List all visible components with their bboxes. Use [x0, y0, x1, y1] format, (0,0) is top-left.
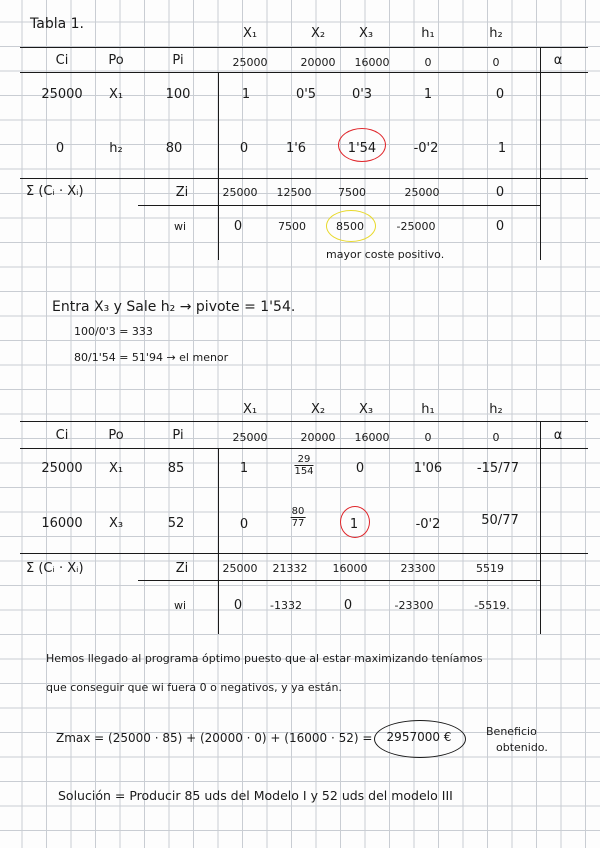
t2-r1-base: X₁: [108, 461, 124, 476]
t1-label-pi: Pi: [172, 53, 184, 68]
t1-r2-x3: 1'54: [347, 141, 377, 156]
t2-vline-left: [218, 448, 219, 634]
t1-zi-h1: 25000: [404, 186, 440, 199]
t1-r1-base: X₁: [108, 87, 124, 102]
t2-r1-x2-num: 29: [294, 454, 313, 466]
t1-r1-h2: 0: [495, 87, 505, 102]
t2-header-x2: X₂: [310, 402, 326, 417]
t2-r1-x2-fraction: [294, 454, 313, 477]
benefit-label-1: Beneficio: [486, 725, 537, 738]
t2-label-ci: Ci: [55, 428, 69, 443]
t1-wi-h2: 0: [495, 219, 505, 234]
t1-sum-label: Σ (Cᵢ · Xᵢ): [26, 184, 84, 199]
t1-header-h1: h₁: [421, 26, 435, 41]
t1-top-line: [20, 47, 588, 48]
t1-r1-x3: 0'3: [351, 87, 373, 102]
t2-r1-h1: 1'06: [413, 461, 443, 476]
pivot-line2: 100/0'3 = 333: [74, 325, 153, 338]
t1-r2-h2: 1: [497, 141, 507, 156]
t2-r2-x2-den: 77: [291, 518, 305, 529]
t1-header-x2: X₂: [310, 26, 326, 41]
t2-wi-label: wi: [173, 599, 187, 612]
conclusion-line2: que conseguir que wi fuera 0 o negativos, y ya están.: [46, 681, 342, 694]
t1-label-po: Po: [108, 53, 124, 68]
t1-header-x1: X₁: [242, 26, 258, 41]
t1-r2-base: h₂: [109, 141, 123, 156]
conclusion-line1: Hemos llegado al programa óptimo puesto que al estar maximizando teníamos: [46, 652, 483, 665]
t2-header-line: [20, 448, 588, 449]
t1-wi-x1: 0: [233, 219, 243, 234]
t1-r1-p: 100: [165, 87, 191, 102]
t2-zi-label: Zi: [175, 561, 189, 576]
t2-r1-p: 85: [167, 461, 185, 476]
pivot-line3: 80/1'54 = 51'94 → el menor: [74, 351, 229, 364]
t2-header-h2: h₂: [489, 402, 503, 417]
t2-top-line: [20, 421, 588, 422]
t2-r2-ci: 16000: [41, 516, 83, 531]
t2-sum-label: Σ (Cᵢ · Xᵢ): [26, 561, 84, 576]
t1-zi-x3: 7500: [338, 186, 366, 199]
t2-r2-x1: 0: [239, 517, 249, 532]
t2-r2-base: X₃: [108, 516, 124, 531]
zmax-expression: Zmax = (25000 · 85) + (20000 · 0) + (16000 · 52) =: [56, 731, 373, 745]
t1-price-h2: 0: [492, 56, 500, 69]
t2-r2-x3: 1: [349, 517, 359, 532]
t1-wi-x2: 7500: [278, 220, 306, 233]
solution-line: Solución = Producir 85 uds del Modelo I y 52 uds del modelo III: [58, 788, 453, 803]
t1-r2-p: 80: [165, 141, 183, 156]
t2-zi-x3: 16000: [332, 562, 368, 575]
t1-price-h1: 0: [424, 56, 432, 69]
t1-header-x3: X₃: [358, 26, 374, 41]
t2-header-h1: h₁: [421, 402, 435, 417]
t2-label-pi: Pi: [172, 428, 184, 443]
t1-price-x1: 25000: [232, 56, 268, 69]
t2-r1-x2-den: 154: [294, 466, 314, 477]
t1-sum-line: [20, 178, 588, 179]
pivot2-circle-red: [340, 506, 370, 538]
t2-header-x1: X₁: [242, 402, 258, 417]
t1-r1-ci: 25000: [41, 87, 83, 102]
t2-sum-line: [20, 553, 588, 554]
t2-wi-x3: 0: [343, 598, 353, 613]
t2-r1-ci: 25000: [41, 461, 83, 476]
t1-zi-line: [138, 205, 540, 206]
t1-r1-x2: 0'5: [295, 87, 317, 102]
pivot-line1: Entra X₃ y Sale h₂ → pivote = 1'54.: [52, 299, 296, 315]
t2-r2-x2-fraction: [291, 506, 306, 529]
t2-zi-line: [138, 580, 540, 581]
t2-r2-h2: 50/77: [481, 513, 519, 528]
t2-r1-x1: 1: [239, 461, 249, 476]
t2-r1-x3: 0: [355, 461, 365, 476]
t1-zi-h2: 0: [495, 185, 505, 200]
t2-r2-x2-num: 80: [291, 506, 305, 517]
t1-r2-x2: 1'6: [285, 141, 307, 156]
t1-price-x3: 16000: [354, 56, 390, 69]
t1-zi-label: Zi: [175, 185, 189, 200]
t1-wi-x3: 8500: [336, 220, 364, 233]
t2-header-x3: X₃: [358, 402, 374, 417]
t2-zi-x2: 21332: [272, 562, 308, 575]
t2-price-x1: 25000: [232, 431, 268, 444]
t1-wi-h1: -25000: [396, 220, 436, 233]
t1-r1-h1: 1: [423, 87, 433, 102]
t2-vline-right: [540, 421, 541, 634]
t2-price-x2: 20000: [300, 431, 336, 444]
benefit-label-2: obtenido.: [496, 741, 548, 754]
t1-zi-x2: 12500: [276, 186, 312, 199]
t1-r2-x1: 0: [239, 141, 249, 156]
t1-header-line: [20, 72, 588, 73]
t1-r2-h1: -0'2: [413, 141, 439, 156]
t2-price-h1: 0: [424, 431, 432, 444]
t1-alpha: α: [553, 53, 563, 68]
zmax-result: 2957000 €: [386, 730, 452, 744]
t2-wi-x1: 0: [233, 598, 243, 613]
t2-zi-x1: 25000: [222, 562, 258, 575]
t1-r1-x1: 1: [241, 87, 251, 102]
t2-r2-h1: -0'2: [415, 517, 441, 532]
t1-label-ci: Ci: [55, 53, 69, 68]
t2-wi-x2: -1332: [270, 599, 302, 612]
t2-price-x3: 16000: [354, 431, 390, 444]
t1-zi-x1: 25000: [222, 186, 258, 199]
t2-wi-h1: -23300: [394, 599, 434, 612]
t1-vline-left: [218, 72, 219, 260]
table1-title: Tabla 1.: [30, 16, 84, 32]
t2-zi-h2: 5519: [476, 562, 504, 575]
t1-r2-ci: 0: [55, 141, 65, 156]
t2-alpha: α: [553, 428, 563, 443]
t1-header-h2: h₂: [489, 26, 503, 41]
t2-wi-h2: -5519.: [474, 599, 510, 612]
t1-vline-right: [540, 47, 541, 260]
t1-price-x2: 20000: [300, 56, 336, 69]
t1-wi-label: wi: [173, 220, 187, 233]
t2-r2-p: 52: [167, 516, 185, 531]
t2-r1-h2: -15/77: [476, 461, 520, 476]
t2-price-h2: 0: [492, 431, 500, 444]
t2-zi-h1: 23300: [400, 562, 436, 575]
t1-note: mayor coste positivo.: [326, 248, 445, 261]
t2-label-po: Po: [108, 428, 124, 443]
entering-circle-yellow: [326, 210, 376, 242]
pivot-circle-red: [338, 128, 386, 162]
